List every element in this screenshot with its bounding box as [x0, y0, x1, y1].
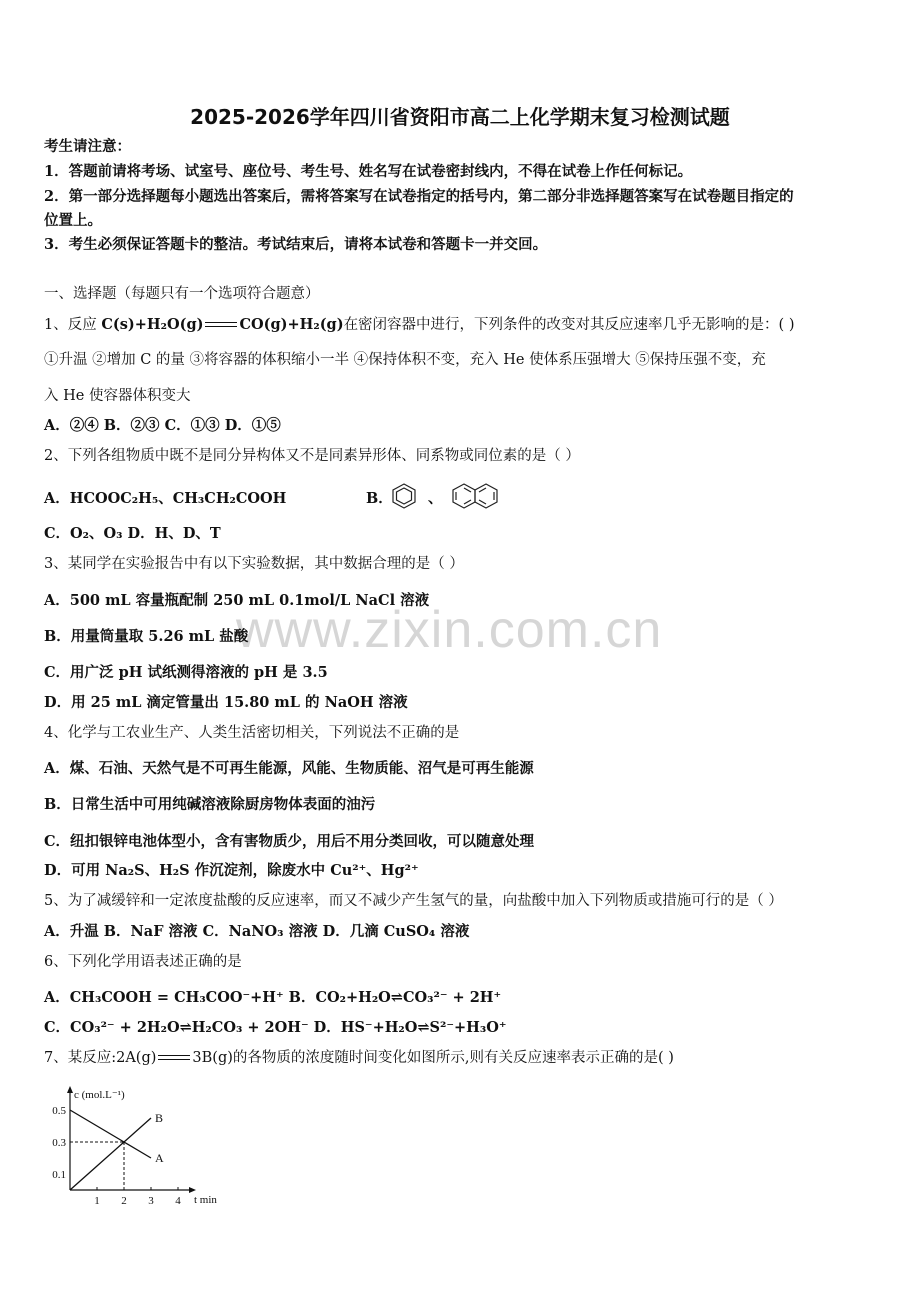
y-tick-label: 0.5 — [52, 1105, 66, 1117]
question-5-stem: 5、为了减缓锌和一定浓度盐酸的反应速率，而又不减少产生氢气的量，向盐酸中加入下列物质或措施可行的是（ ） — [44, 893, 783, 909]
series-label-a: A — [155, 1151, 164, 1165]
x-axis-label: t min — [194, 1194, 217, 1206]
question-4-option-b: B．日常生活中可用纯碱溶液除厨房物体表面的油污 — [44, 796, 376, 813]
watermark: www.zixin.com.cn — [236, 601, 663, 659]
notice-heading: 考生请注意： — [44, 138, 131, 155]
question-2-option-a: A．HCOOC₂H₅、CH₃CH₂COOH — [44, 490, 287, 507]
question-3-option-b: B．用量筒量取 5.26 mL 盐酸 — [44, 628, 249, 645]
question-1-conditions: ①升温 ②增加 C 的量 ③将容器的体积缩小一半 ④保持体积不变，充入 He 使体系压强增大 ⑤保持压强不变，充 — [44, 352, 766, 368]
y-tick-label: 0.1 — [52, 1169, 66, 1181]
y-axis-arrow-icon — [67, 1086, 73, 1093]
q7-pre: 7、某反应:2A(g) — [44, 1050, 157, 1066]
question-3-stem: 3、某同学在实验报告中有以下实验数据，其中数据合理的是（ ） — [44, 556, 464, 572]
equilibrium-arrow-icon — [203, 319, 239, 331]
y-tick-label: 0.3 — [52, 1137, 66, 1149]
section-heading: 一、选择题（每题只有一个选项符合题意） — [44, 286, 320, 302]
q1-rest: 在密闭容器中进行，下列条件的改变对其反应速率几乎无影响的是：( ) — [343, 317, 795, 333]
q1-lhs: C(s)+H₂O(g) — [101, 316, 204, 333]
question-6-options-ab: A．CH₃COOH = CH₃COO⁻+H⁺ B．CO₂+H₂O⇌CO₃²⁻ + 2H⁺ — [44, 989, 502, 1006]
series-line-a — [70, 1110, 151, 1158]
question-4-stem: 4、化学与工农业生产、人类生活密切相关，下列说法不正确的是 — [44, 725, 460, 741]
series-label-b: B — [155, 1111, 164, 1125]
concentration-time-chart — [40, 1084, 240, 1212]
equilibrium-arrow-icon — [156, 1052, 192, 1064]
question-5-options: A．升温 B．NaF 溶液 C．NaNO₃ 溶液 D．几滴 CuSO₄ 溶液 — [44, 923, 470, 940]
question-3-option-a: A．500 mL 容量瓶配制 250 mL 0.1mol/L NaCl 溶液 — [44, 592, 430, 609]
q2-option-b-separator: 、 — [428, 490, 443, 507]
series-line-b — [70, 1118, 151, 1190]
notice-item-2: 2．第一部分选择题每小题选出答案后，需将答案写在试卷指定的括号内，第二部分非选择题答案写在试卷题目指定的 — [44, 188, 794, 205]
question-7-stem — [44, 1048, 674, 1068]
question-3-option-d: D．用 25 mL 滴定管量出 15.80 mL 的 NaOH 溶液 — [44, 694, 408, 711]
q7-post: 3B(g)的各物质的浓度随时间变化如图所示,则有关反应速率表示正确的是( ) — [192, 1050, 674, 1066]
benzene-icon — [393, 484, 415, 508]
x-axis-arrow-icon — [189, 1187, 196, 1193]
question-4-option-d: D．可用 Na₂S、H₂S 作沉淀剂，除废水中 Cu²⁺、Hg²⁺ — [44, 862, 419, 879]
x-tick-label: 4 — [175, 1195, 181, 1207]
question-1-stem — [44, 315, 794, 335]
x-tick-label: 3 — [148, 1195, 154, 1207]
question-1-conditions-cont: 入 He 使容器体积变大 — [44, 388, 191, 404]
notice-item-1: 1．答题前请将考场、试室号、座位号、考生号、姓名写在试卷密封线内，不得在试卷上作任何标记。 — [44, 163, 693, 180]
q2-option-b-label: B． — [366, 490, 393, 507]
question-2-stem: 2、下列各组物质中既不是同分异构体又不是同素异形体、同系物或同位素的是（ ） — [44, 448, 580, 464]
notice-item-3: 3．考生必须保证答题卡的整洁。考试结束后，请将本试卷和答题卡一并交回。 — [44, 236, 548, 253]
question-2-option-b — [366, 489, 393, 509]
question-4-option-a: A．煤、石油、天然气是不可再生能源，风能、生物质能、沼气是可再生能源 — [44, 760, 534, 777]
question-3-option-c: C．用广泛 pH 试纸测得溶液的 pH 是 3.5 — [44, 664, 328, 681]
y-axis-label: c (mol.L⁻¹) — [74, 1089, 125, 1101]
benzene-naphthalene-structures — [390, 480, 520, 516]
page-title: 2025-2026学年四川省资阳市高二上化学期末复习检测试题 — [190, 105, 730, 129]
naphthalene-icon — [453, 484, 497, 508]
q1-number: 1、反应 — [44, 317, 102, 333]
question-1-options: A．②④ B．②③ C．①③ D．①⑤ — [44, 417, 281, 434]
question-4-option-c: C．纽扣银锌电池体型小，含有害物质少，用后不用分类回收，可以随意处理 — [44, 833, 535, 850]
x-tick-label: 1 — [94, 1195, 100, 1207]
notice-item-2-cont: 位置上。 — [44, 212, 102, 229]
q1-rhs: CO(g)+H₂(g) — [239, 316, 344, 333]
question-2-options-cd: C．O₂、O₃ D．H、D、T — [44, 525, 221, 542]
question-6-options-cd: C．CO₃²⁻ + 2H₂O⇌H₂CO₃ + 2OH⁻ D．HS⁻+H₂O⇌S²⁻+H₃O⁺ — [44, 1019, 507, 1036]
question-6-stem: 6、下列化学用语表述正确的是 — [44, 954, 242, 970]
x-tick-label: 2 — [121, 1195, 127, 1207]
